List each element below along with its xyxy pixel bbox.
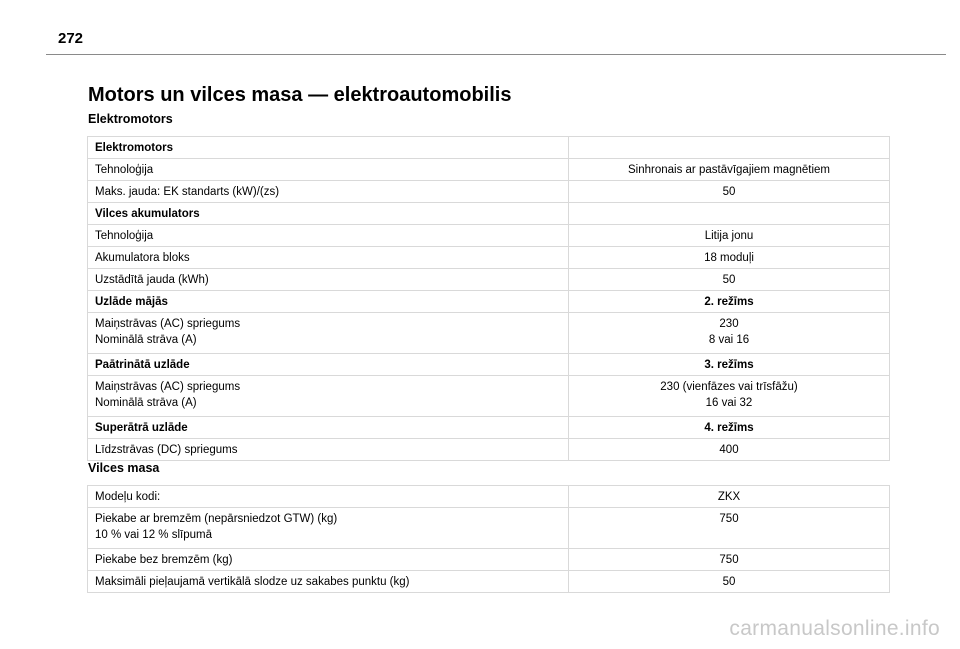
table-cell-value	[569, 269, 890, 291]
cell-text: Elektromotors	[95, 141, 173, 154]
table-cell-value	[569, 225, 890, 247]
table-cell-value	[569, 549, 890, 571]
table-row	[88, 439, 890, 461]
page-number: 272	[58, 30, 84, 47]
cell-text: 2. režīms	[704, 295, 754, 308]
table-cell-label	[88, 354, 569, 376]
table-section-header-row	[88, 291, 890, 313]
table-cell-label	[88, 137, 569, 159]
table-row	[88, 159, 890, 181]
table-row	[88, 313, 890, 354]
cell-text: 10 % vai 12 % slīpumā	[95, 529, 212, 541]
table-cell-label	[88, 181, 569, 203]
section-title-towing-weight: Vilces masa	[88, 461, 160, 475]
table-cell-value	[569, 571, 890, 593]
table-cell-value	[569, 247, 890, 269]
table-cell-value	[569, 313, 890, 354]
cell-text: Uzlāde mājās	[95, 295, 168, 308]
cell-text: Piekabe bez bremzēm (kg)	[95, 553, 233, 566]
cell-text: Nominālā strāva (A)	[95, 334, 197, 346]
cell-text: Superātrā uzlāde	[95, 421, 188, 434]
cell-text: ZKX	[717, 490, 741, 503]
cell-text: 50	[722, 273, 736, 286]
cell-text: Uzstādītā jauda (kWh)	[95, 273, 209, 286]
cell-text: 8 vai 16	[708, 334, 750, 346]
cell-text: 50	[722, 575, 736, 588]
table-cell-label	[88, 549, 569, 571]
table-section-header-row	[88, 354, 890, 376]
table-cell-label	[88, 269, 569, 291]
table-cell-value	[569, 159, 890, 181]
cell-text: 230	[719, 318, 739, 330]
table-row	[88, 549, 890, 571]
cell-text: 750	[719, 513, 739, 525]
watermark-text: carmanualsonline.info	[729, 617, 940, 640]
table-cell-value	[569, 486, 890, 508]
cell-text: 230 (vienfāzes vai trīsfāžu)	[660, 381, 798, 393]
cell-text: Nominālā strāva (A)	[95, 397, 197, 409]
cell-text: 750	[719, 553, 739, 566]
cell-text: 3. režīms	[704, 358, 754, 371]
table-cell-label	[88, 376, 569, 417]
table-cell-label	[88, 247, 569, 269]
cell-text: Akumulatora bloks	[95, 251, 190, 264]
table-cell-value	[569, 417, 890, 439]
cell-text: Līdzstrāvas (DC) spriegums	[95, 443, 238, 456]
header-divider	[46, 54, 946, 55]
table-cell-value	[569, 354, 890, 376]
table-row	[88, 225, 890, 247]
table-row	[88, 181, 890, 203]
table-cell-label	[88, 417, 569, 439]
table-section-header-row	[88, 417, 890, 439]
table-row	[88, 508, 890, 549]
table-section-header-row	[88, 203, 890, 225]
towing-weight-table	[87, 485, 890, 593]
table-row	[88, 571, 890, 593]
cell-text: Maksimāli pieļaujamā vertikālā slodze uz sakabes punktu (kg)	[95, 575, 410, 588]
page-title: Motors un vilces masa — elektroautomobilis	[88, 84, 512, 106]
cell-text: Vilces akumulators	[95, 207, 200, 220]
section-title-electric-motor: Elektromotors	[88, 112, 173, 126]
cell-text: 18 moduļi	[704, 251, 754, 264]
cell-text: Maks. jauda: EK standarts (kW)/(zs)	[95, 185, 280, 198]
cell-text: 50	[722, 185, 736, 198]
cell-text: Tehnoloģija	[95, 163, 154, 176]
table-cell-value	[569, 137, 890, 159]
cell-text: Tehnoloģija	[95, 229, 154, 242]
table-cell-label	[88, 203, 569, 225]
table-cell-value	[569, 181, 890, 203]
cell-text: Maiņstrāvas (AC) spriegums	[95, 381, 241, 393]
table-cell-value	[569, 439, 890, 461]
table-cell-label	[88, 313, 569, 354]
table-cell-label	[88, 159, 569, 181]
table-cell-label	[88, 291, 569, 313]
table-cell-label	[88, 508, 569, 549]
cell-text: Piekabe ar bremzēm (nepārsniedzot GTW) (kg)	[95, 513, 338, 525]
table-cell-value	[569, 508, 890, 549]
cell-text: 400	[719, 443, 739, 456]
cell-text: 4. režīms	[704, 421, 754, 434]
table-cell-label	[88, 571, 569, 593]
table-row	[88, 376, 890, 417]
table-cell-label	[88, 439, 569, 461]
cell-text: Maiņstrāvas (AC) spriegums	[95, 318, 241, 330]
cell-text: Modeļu kodi:	[95, 490, 161, 503]
cell-text: 16 vai 32	[705, 397, 753, 409]
table-row	[88, 486, 890, 508]
table-row	[88, 247, 890, 269]
table-cell-value	[569, 376, 890, 417]
table-cell-value	[569, 203, 890, 225]
cell-text: Paātrinātā uzlāde	[95, 358, 190, 371]
table-cell-label	[88, 486, 569, 508]
electric-motor-table	[87, 136, 890, 461]
cell-text: Litija jonu	[704, 229, 754, 242]
table-cell-value	[569, 291, 890, 313]
table-row	[88, 269, 890, 291]
cell-text: Sinhronais ar pastāvīgajiem magnētiem	[628, 163, 830, 176]
table-cell-label	[88, 225, 569, 247]
table-section-header-row	[88, 137, 890, 159]
